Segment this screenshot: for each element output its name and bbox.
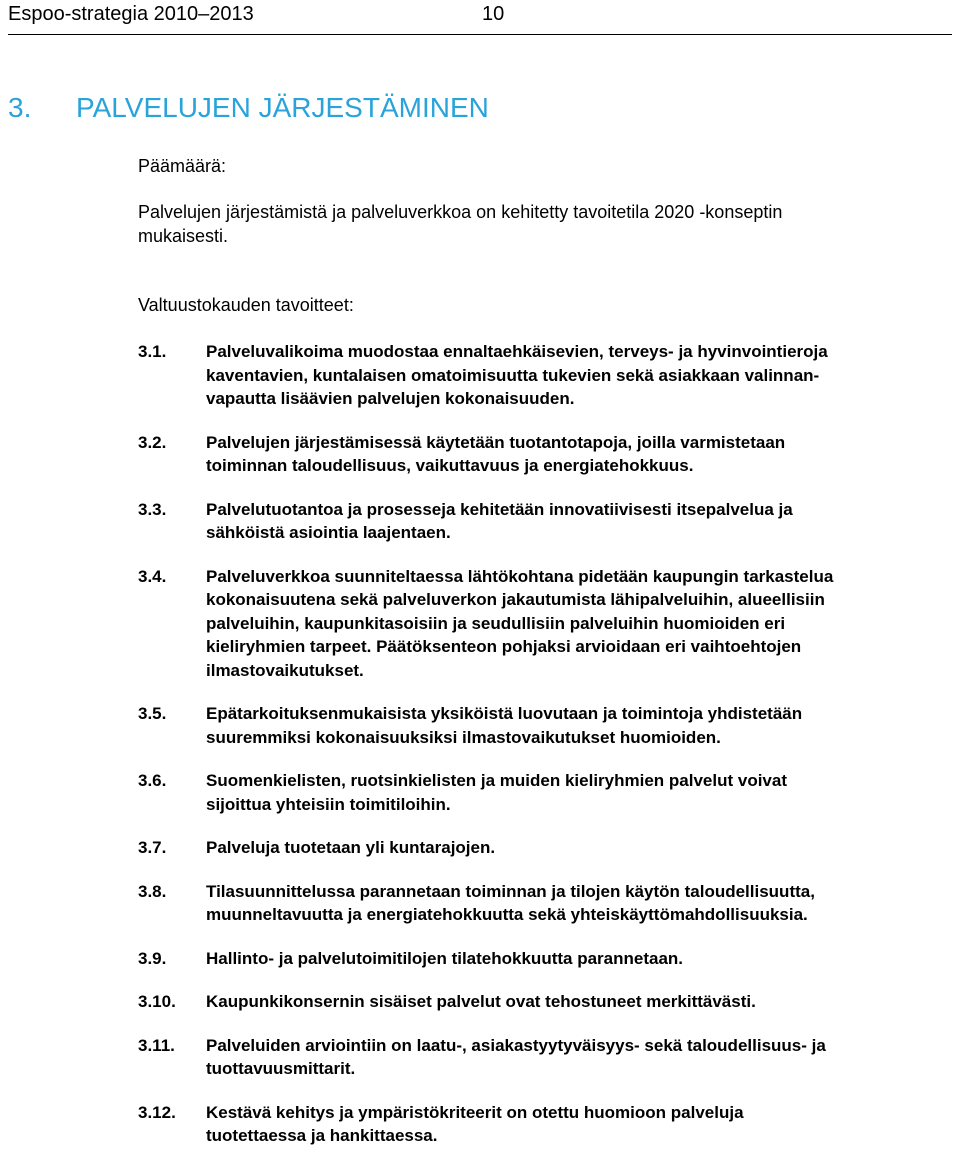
goal-item <box>138 565 948 683</box>
goal-item <box>138 836 948 860</box>
goal-text-line: Palvelutuotantoa ja prosesseja kehitetään innovatiivisesti itsepalvelua ja <box>206 499 793 519</box>
page-number: 10 <box>482 3 505 25</box>
goal-text-line: sijoittua yhteisiin toimitiloihin. <box>206 794 451 814</box>
goal-item <box>138 947 948 971</box>
goal-number: 3.4. <box>138 566 167 586</box>
goal-text-line: Palveluverkkoa suunniteltaessa lähtökohtana pidetään kaupungin tarkastelua <box>206 566 834 586</box>
goal-item <box>138 769 948 816</box>
term-goals-label: Valtuustokauden tavoitteet: <box>138 295 354 315</box>
running-header <box>8 0 952 35</box>
goal-text-line: tuottavuusmittarit. <box>206 1059 356 1078</box>
goal-text-line: Suomenkielisten, ruotsinkielisten ja muiden kieliryhmien palvelut voivat <box>206 771 788 790</box>
goal-text-line: palveluihin, kaupunkitasoisiin ja seudullisiin palveluihin huomioiden eri <box>206 613 786 633</box>
goal-text-block <box>206 1101 948 1148</box>
goal-text-block <box>206 498 948 545</box>
goal-number: 3.5. <box>138 704 167 723</box>
goal-text-line: vapautta lisäävien palvelujen kokonaisuuden. <box>206 389 575 408</box>
goal-number: 3.10. <box>138 992 176 1011</box>
term-goals-list <box>138 340 948 1168</box>
goal-text-line: Epätarkoituksenmukaisista yksiköistä luovutaan ja toimintoja yhdistetään <box>206 704 803 723</box>
goal-text-line: Palveluja tuotetaan yli kuntarajojen. <box>206 838 496 857</box>
goal-text-line: Palveluvalikoima muodostaa ennaltaehkäisevien, terveys- ja hyvinvointieroja <box>206 342 828 361</box>
goal-number: 3.2. <box>138 432 167 452</box>
goal-text-line: Palveluiden arviointiin on laatu-, asiakastyytyväisyys- sekä taloudellisuus- ja <box>206 1035 826 1055</box>
goal-item <box>138 1034 948 1081</box>
goal-number: 3.8. <box>138 881 167 901</box>
goal-text-line: kieliryhmien tarpeet. Päätöksenteon pohjaksi arvioidaan eri vaihtoehtojen <box>206 637 802 656</box>
goal-item <box>138 340 948 411</box>
goal-text-line: muunneltavuutta ja energiatehokkuutta sekä yhteiskäyttömahdollisuuksia. <box>206 905 808 924</box>
section-heading <box>8 90 489 126</box>
document-title: Espoo-strategia 2010–2013 <box>8 3 254 25</box>
goal-number: 3.3. <box>138 499 167 519</box>
goal-item <box>138 990 948 1014</box>
goal-text: Palvelujen järjestämistä ja palveluverkkoa on kehitetty tavoitetila 2020 -konseptin mukaisesti. <box>138 202 783 246</box>
goal-text-block <box>206 836 948 860</box>
goal-item <box>138 431 948 478</box>
section-title: PALVELUJEN JÄRJESTÄMINEN <box>76 92 489 123</box>
goal-text-line: tuotettaessa ja hankittaessa. <box>206 1126 438 1145</box>
goal-text-block <box>206 880 948 927</box>
goal-text-line: kokonaisuutena sekä palveluverkon jakautumista lähipalveluihin, alueellisiin <box>206 590 825 609</box>
section-number: 3. <box>8 92 32 123</box>
goal-item <box>138 880 948 927</box>
goal-text-block <box>206 702 948 749</box>
goal-text-line: Kestävä kehitys ja ympäristökriteerit on otettu huomioon palveluja <box>206 1102 744 1122</box>
goal-number: 3.1. <box>138 342 167 361</box>
goal-text-line: ilmastovaikutukset. <box>206 660 364 680</box>
goal-text-block <box>206 990 948 1014</box>
goal-number: 3.12. <box>138 1102 176 1122</box>
goal-label: Päämäärä: <box>138 156 227 176</box>
goal-text-line: toiminnan taloudellisuus, vaikuttavuus ja energiatehokkuus. <box>206 456 694 475</box>
goal-text-block <box>206 947 948 971</box>
goal-text-block <box>206 1034 948 1081</box>
goal-text-line: kaventavien, kuntalaisen omatoimisuutta tukevien sekä asiakkaan valinnan- <box>206 365 820 385</box>
goal-item <box>138 1101 948 1148</box>
goal-text-block <box>206 769 948 816</box>
goal-number: 3.11. <box>138 1035 175 1055</box>
goal-text-line: Hallinto- ja palvelutoimitilojen tilatehokkuutta parannetaan. <box>206 948 684 968</box>
goal-number: 3.7. <box>138 838 167 857</box>
goal-text-block <box>206 340 948 411</box>
goal-text-block <box>206 565 948 683</box>
goal-number: 3.6. <box>138 771 167 790</box>
goal-text-line: Tilasuunnittelussa parannetaan toiminnan ja tilojen käytön taloudellisuutta, <box>206 881 815 901</box>
goal-text-line: Palvelujen järjestämisessä käytetään tuotantotapoja, joilla varmistetaan <box>206 432 786 452</box>
goal-item <box>138 498 948 545</box>
goal-text-line: Kaupunkikonsernin sisäiset palvelut ovat tehostuneet merkittävästi. <box>206 992 756 1011</box>
goal-item <box>138 702 948 749</box>
goal-number: 3.9. <box>138 948 167 968</box>
goal-text-line: suuremmiksi kokonaisuuksiksi ilmastovaikutukset huomioiden. <box>206 727 721 747</box>
goal-text-block <box>206 431 948 478</box>
goal-text-line: sähköistä asiointia laajentaen. <box>206 523 451 542</box>
